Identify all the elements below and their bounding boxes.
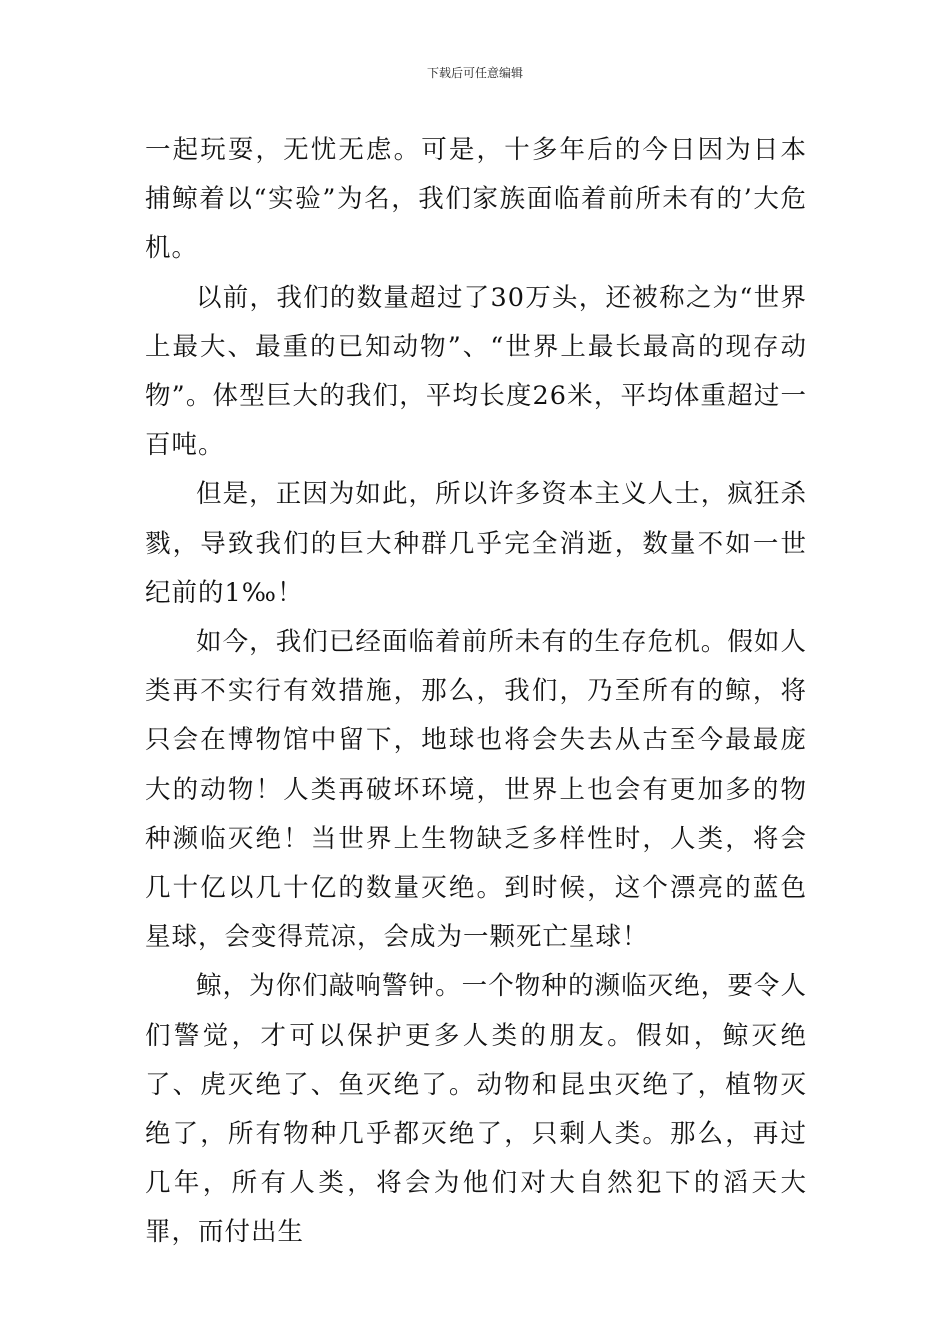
paragraph-2: 以前，我们的数量超过了30万头，还被称之为“世界上最大、最重的已知动物”、“世界上最长最高的现存动物”。体型巨大的我们，平均长度26米，平均体重超过一百吨。 bbox=[145, 282, 807, 461]
paragraph-3: 但是，正因为如此，所以许多资本主义人士，疯狂杀戮，导致我们的巨大种群几乎完全消逝，数量不如一世纪前的1‰！ bbox=[145, 479, 807, 608]
paragraph-4: 如今，我们已经面临着前所未有的生存危机。假如人类再不实行有效措施，那么，我们，乃至所有的鲸，将只会在博物馆中留下，地球也将会失去从古至今最最庞大的动物！人类再破坏环境，世界上也会有更加多的物种濒临灭绝！当世界上生物缺乏多样性时，人类，将会几十亿以几十亿的数量灭绝。到时候，这个漂亮的蓝色星球，会变得荒凉，会成为一颗死亡星球！ bbox=[145, 627, 807, 953]
page-header: 下载后可任意编辑 bbox=[426, 66, 523, 80]
document-body bbox=[145, 126, 807, 1258]
paragraph-5: 鲸，为你们敲响警钟。一个物种的濒临灭绝，要令人们警觉，才可以保护更多人类的朋友。假如，鲸灭绝了、虎灭绝了、鱼灭绝了。动物和昆虫灭绝了，植物灭绝了，所有物种几乎都灭绝了，只剩人类。那么，再过几年，所有人类，将会为他们对大自然犯下的滔天大罪，而付出生 bbox=[145, 971, 807, 1248]
paragraph-1: 一起玩耍，无忧无虑。可是，十多年后的今日因为日本捕鲸着以“实验”为名，我们家族面临着前所未有的’大危机。 bbox=[145, 135, 807, 264]
